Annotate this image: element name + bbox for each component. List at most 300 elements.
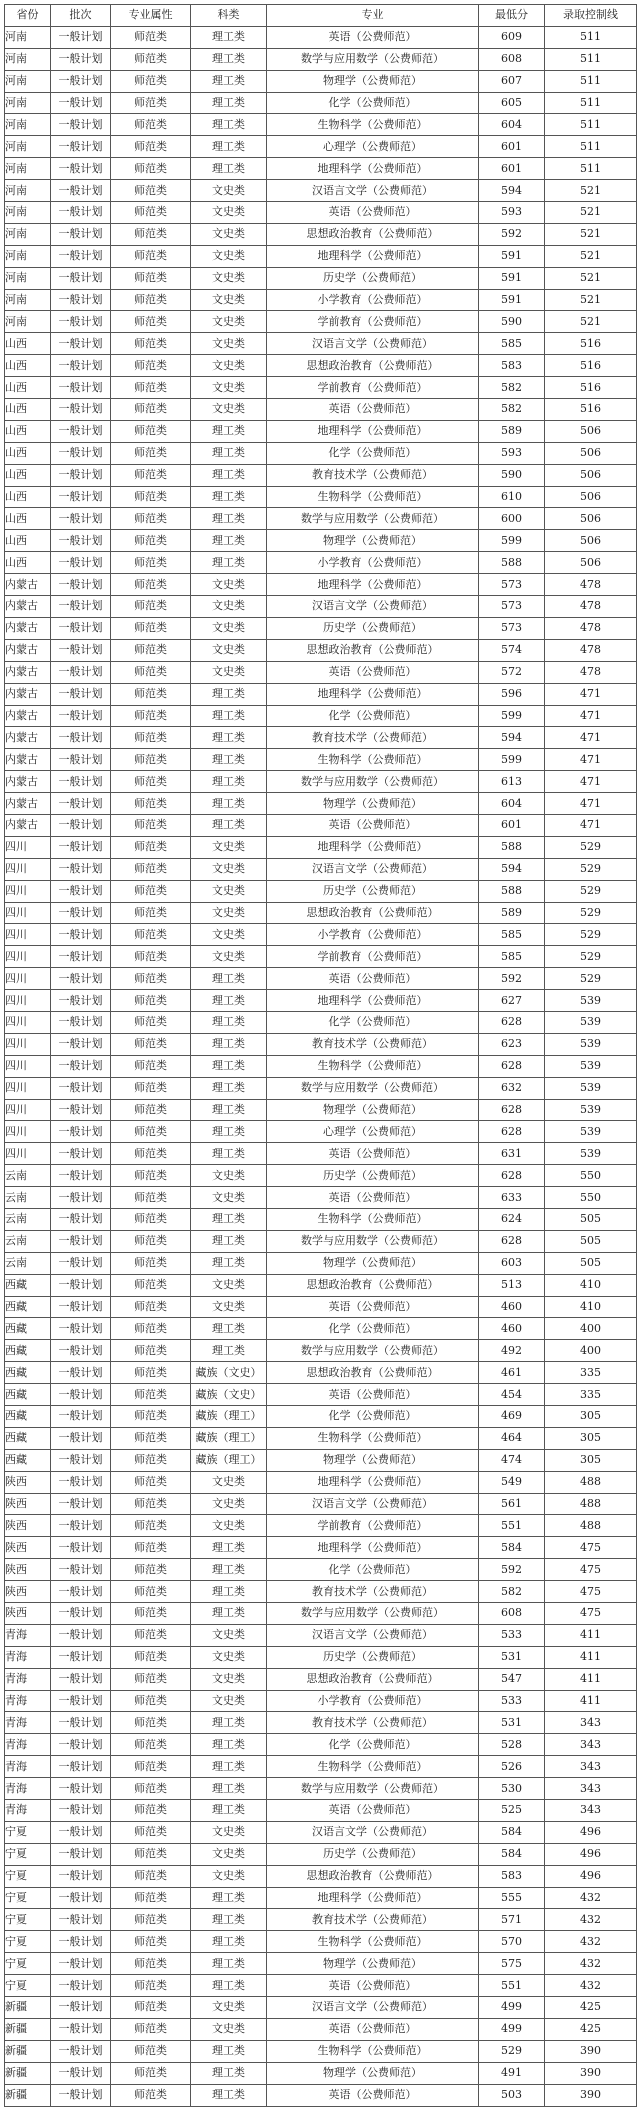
min-score-cell: 533 (479, 1690, 545, 1712)
min-score-cell: 624 (479, 1208, 545, 1230)
major-cell: 思想政治教育（公费师范） (267, 1274, 479, 1296)
table-row (5, 1690, 637, 1712)
major-attribute-cell: 师范类 (111, 1143, 191, 1165)
major-cell: 思想政治教育（公费师范） (267, 1362, 479, 1384)
batch-cell: 一般计划 (51, 990, 111, 1012)
control-line-cell: 496 (545, 1865, 637, 1887)
min-score-cell: 525 (479, 1800, 545, 1822)
min-score-cell: 570 (479, 1931, 545, 1953)
table-row (5, 508, 637, 530)
control-line-cell: 521 (545, 267, 637, 289)
province-cell: 西藏 (5, 1318, 51, 1340)
table-row (5, 530, 637, 552)
major-attribute-cell: 师范类 (111, 1843, 191, 1865)
table-row (5, 1559, 637, 1581)
table-row (5, 1843, 637, 1865)
major-attribute-cell: 师范类 (111, 793, 191, 815)
major-cell: 思想政治教育（公费师范） (267, 902, 479, 924)
table-row (5, 1756, 637, 1778)
control-line-cell: 529 (545, 880, 637, 902)
major-attribute-cell: 师范类 (111, 968, 191, 990)
control-line-cell: 516 (545, 377, 637, 399)
major-attribute-cell: 师范类 (111, 486, 191, 508)
table-row (5, 202, 637, 224)
subject-category-cell: 藏族（文史） (191, 1362, 267, 1384)
min-score-cell: 588 (479, 880, 545, 902)
major-cell: 地理科学（公费师范） (267, 245, 479, 267)
batch-cell: 一般计划 (51, 1537, 111, 1559)
subject-category-cell: 理工类 (191, 990, 267, 1012)
major-attribute-cell: 师范类 (111, 1821, 191, 1843)
control-line-cell: 478 (545, 661, 637, 683)
province-cell: 新疆 (5, 1997, 51, 2019)
min-score-cell: 593 (479, 202, 545, 224)
subject-category-cell: 理工类 (191, 1537, 267, 1559)
major-attribute-cell: 师范类 (111, 355, 191, 377)
control-line-cell: 539 (545, 990, 637, 1012)
table-row (5, 574, 637, 596)
batch-cell: 一般计划 (51, 924, 111, 946)
min-score-cell: 628 (479, 1099, 545, 1121)
subject-category-cell: 理工类 (191, 1800, 267, 1822)
province-cell: 河南 (5, 92, 51, 114)
major-cell: 英语（公费师范） (267, 1296, 479, 1318)
min-score-cell: 551 (479, 1975, 545, 1997)
control-line-cell: 521 (545, 245, 637, 267)
major-attribute-cell: 师范类 (111, 420, 191, 442)
province-cell: 河南 (5, 26, 51, 48)
control-line-cell: 478 (545, 596, 637, 618)
province-cell: 青海 (5, 1734, 51, 1756)
major-cell: 思想政治教育（公费师范） (267, 1865, 479, 1887)
province-cell: 山西 (5, 399, 51, 421)
min-score-cell: 492 (479, 1340, 545, 1362)
table-row (5, 1887, 637, 1909)
major-cell: 学前教育（公费师范） (267, 377, 479, 399)
table-row (5, 420, 637, 442)
major-attribute-cell: 师范类 (111, 1778, 191, 1800)
batch-cell: 一般计划 (51, 1318, 111, 1340)
major-cell: 物理学（公费师范） (267, 530, 479, 552)
min-score-cell: 604 (479, 793, 545, 815)
batch-cell: 一般计划 (51, 1712, 111, 1734)
subject-category-cell: 理工类 (191, 1230, 267, 1252)
min-score-cell: 561 (479, 1493, 545, 1515)
major-cell: 地理科学（公费师范） (267, 420, 479, 442)
major-attribute-cell: 师范类 (111, 70, 191, 92)
major-cell: 数学与应用数学（公费师范） (267, 771, 479, 793)
table-row (5, 1997, 637, 2019)
control-line-cell: 521 (545, 289, 637, 311)
min-score-cell: 633 (479, 1187, 545, 1209)
province-cell: 新疆 (5, 2018, 51, 2040)
min-score-cell: 499 (479, 1997, 545, 2019)
major-attribute-cell: 师范类 (111, 727, 191, 749)
table-row (5, 2062, 637, 2084)
subject-category-cell: 文史类 (191, 377, 267, 399)
min-score-cell: 599 (479, 749, 545, 771)
batch-cell: 一般计划 (51, 464, 111, 486)
province-cell: 四川 (5, 946, 51, 968)
batch-cell: 一般计划 (51, 968, 111, 990)
min-score-cell: 469 (479, 1406, 545, 1428)
table-row (5, 749, 637, 771)
major-cell: 教育技术学（公费师范） (267, 1033, 479, 1055)
major-cell: 物理学（公费师范） (267, 1252, 479, 1274)
subject-category-cell: 文史类 (191, 1690, 267, 1712)
table-row (5, 771, 637, 793)
control-line-cell: 432 (545, 1931, 637, 1953)
major-attribute-cell: 师范类 (111, 749, 191, 771)
control-line-cell: 343 (545, 1712, 637, 1734)
major-cell: 英语（公费师范） (267, 2084, 479, 2106)
major-attribute-cell: 师范类 (111, 136, 191, 158)
control-line-cell: 475 (545, 1581, 637, 1603)
control-line-cell: 425 (545, 2018, 637, 2040)
control-line-cell: 516 (545, 355, 637, 377)
province-cell: 宁夏 (5, 1821, 51, 1843)
control-line-cell: 478 (545, 617, 637, 639)
batch-cell: 一般计划 (51, 858, 111, 880)
batch-cell: 一般计划 (51, 2018, 111, 2040)
province-cell: 河南 (5, 70, 51, 92)
table-row (5, 333, 637, 355)
subject-category-cell: 理工类 (191, 158, 267, 180)
major-cell: 英语（公费师范） (267, 26, 479, 48)
control-line-cell: 425 (545, 1997, 637, 2019)
batch-cell: 一般计划 (51, 1603, 111, 1625)
control-line-cell: 432 (545, 1909, 637, 1931)
subject-category-cell: 理工类 (191, 1252, 267, 1274)
major-cell: 生物科学（公费师范） (267, 2040, 479, 2062)
batch-cell: 一般计划 (51, 880, 111, 902)
control-line-cell: 432 (545, 1975, 637, 1997)
control-line-cell: 478 (545, 639, 637, 661)
major-attribute-cell: 师范类 (111, 1033, 191, 1055)
major-attribute-cell: 师范类 (111, 202, 191, 224)
min-score-cell: 632 (479, 1077, 545, 1099)
major-attribute-cell: 师范类 (111, 114, 191, 136)
min-score-cell: 609 (479, 26, 545, 48)
subject-category-cell: 文史类 (191, 1165, 267, 1187)
major-cell: 数学与应用数学（公费师范） (267, 1077, 479, 1099)
table-row (5, 1384, 637, 1406)
batch-cell: 一般计划 (51, 1208, 111, 1230)
major-attribute-cell: 师范类 (111, 771, 191, 793)
min-score-cell: 491 (479, 2062, 545, 2084)
min-score-cell: 628 (479, 1055, 545, 1077)
major-cell: 地理科学（公费师范） (267, 836, 479, 858)
major-cell: 思想政治教育（公费师范） (267, 1668, 479, 1690)
major-attribute-cell: 师范类 (111, 1274, 191, 1296)
subject-category-cell: 文史类 (191, 202, 267, 224)
province-cell: 河南 (5, 48, 51, 70)
province-cell: 宁夏 (5, 1931, 51, 1953)
subject-category-cell: 文史类 (191, 1865, 267, 1887)
subject-category-cell: 文史类 (191, 1646, 267, 1668)
admission-score-sheet (4, 4, 636, 2107)
province-cell: 四川 (5, 836, 51, 858)
major-cell: 生物科学（公费师范） (267, 1427, 479, 1449)
major-cell: 物理学（公费师范） (267, 2062, 479, 2084)
table-row (5, 1449, 637, 1471)
control-line-cell: 471 (545, 705, 637, 727)
control-line-cell: 343 (545, 1756, 637, 1778)
major-cell: 数学与应用数学（公费师范） (267, 1603, 479, 1625)
min-score-cell: 607 (479, 70, 545, 92)
min-score-cell: 585 (479, 924, 545, 946)
major-cell: 学前教育（公费师范） (267, 1515, 479, 1537)
major-attribute-cell: 师范类 (111, 1493, 191, 1515)
province-cell: 四川 (5, 968, 51, 990)
province-cell: 西藏 (5, 1406, 51, 1428)
province-cell: 陕西 (5, 1537, 51, 1559)
subject-category-cell: 理工类 (191, 1340, 267, 1362)
control-line-cell: 539 (545, 1099, 637, 1121)
province-cell: 青海 (5, 1690, 51, 1712)
major-cell: 思想政治教育（公费师范） (267, 355, 479, 377)
table-row (5, 1274, 637, 1296)
header-major: 专业 (267, 5, 479, 27)
control-line-cell: 400 (545, 1340, 637, 1362)
control-line-cell: 506 (545, 530, 637, 552)
control-line-cell: 529 (545, 858, 637, 880)
batch-cell: 一般计划 (51, 1449, 111, 1471)
table-row (5, 880, 637, 902)
control-line-cell: 506 (545, 442, 637, 464)
subject-category-cell: 理工类 (191, 552, 267, 574)
subject-category-cell: 藏族（理工） (191, 1427, 267, 1449)
major-attribute-cell: 师范类 (111, 1690, 191, 1712)
batch-cell: 一般计划 (51, 1778, 111, 1800)
min-score-cell: 613 (479, 771, 545, 793)
batch-cell: 一般计划 (51, 245, 111, 267)
table-row (5, 1909, 637, 1931)
major-attribute-cell: 师范类 (111, 1515, 191, 1537)
min-score-cell: 551 (479, 1515, 545, 1537)
batch-cell: 一般计划 (51, 1471, 111, 1493)
control-line-cell: 335 (545, 1384, 637, 1406)
major-attribute-cell: 师范类 (111, 683, 191, 705)
major-attribute-cell: 师范类 (111, 1121, 191, 1143)
major-attribute-cell: 师范类 (111, 289, 191, 311)
subject-category-cell: 文史类 (191, 355, 267, 377)
table-row (5, 1230, 637, 1252)
major-attribute-cell: 师范类 (111, 311, 191, 333)
major-attribute-cell: 师范类 (111, 1559, 191, 1581)
major-cell: 心理学（公费师范） (267, 1121, 479, 1143)
major-attribute-cell: 师范类 (111, 1252, 191, 1274)
major-cell: 生物科学（公费师范） (267, 486, 479, 508)
min-score-cell: 582 (479, 1581, 545, 1603)
control-line-cell: 521 (545, 223, 637, 245)
major-attribute-cell: 师范类 (111, 552, 191, 574)
province-cell: 四川 (5, 902, 51, 924)
control-line-cell: 471 (545, 727, 637, 749)
table-row (5, 1011, 637, 1033)
province-cell: 四川 (5, 1055, 51, 1077)
batch-cell: 一般计划 (51, 1384, 111, 1406)
table-row (5, 639, 637, 661)
batch-cell: 一般计划 (51, 2084, 111, 2106)
batch-cell: 一般计划 (51, 1515, 111, 1537)
province-cell: 山西 (5, 377, 51, 399)
min-score-cell: 588 (479, 836, 545, 858)
min-score-cell: 584 (479, 1843, 545, 1865)
table-row (5, 1493, 637, 1515)
min-score-cell: 584 (479, 1537, 545, 1559)
subject-category-cell: 理工类 (191, 1603, 267, 1625)
province-cell: 陕西 (5, 1471, 51, 1493)
major-cell: 汉语言文学（公费师范） (267, 1624, 479, 1646)
subject-category-cell: 理工类 (191, 1909, 267, 1931)
batch-cell: 一般计划 (51, 70, 111, 92)
province-cell: 西藏 (5, 1296, 51, 1318)
province-cell: 陕西 (5, 1493, 51, 1515)
subject-category-cell: 理工类 (191, 1121, 267, 1143)
control-line-cell: 411 (545, 1624, 637, 1646)
table-row (5, 311, 637, 333)
control-line-cell: 539 (545, 1143, 637, 1165)
major-attribute-cell: 师范类 (111, 180, 191, 202)
major-cell: 数学与应用数学（公费师范） (267, 1778, 479, 1800)
major-attribute-cell: 师范类 (111, 1712, 191, 1734)
control-line-cell: 335 (545, 1362, 637, 1384)
major-cell: 生物科学（公费师范） (267, 749, 479, 771)
province-cell: 山西 (5, 486, 51, 508)
province-cell: 四川 (5, 1099, 51, 1121)
major-attribute-cell: 师范类 (111, 1230, 191, 1252)
major-cell: 教育技术学（公费师范） (267, 1909, 479, 1931)
major-cell: 物理学（公费师范） (267, 1099, 479, 1121)
batch-cell: 一般计划 (51, 267, 111, 289)
batch-cell: 一般计划 (51, 1406, 111, 1428)
table-row (5, 2084, 637, 2106)
min-score-cell: 599 (479, 705, 545, 727)
province-cell: 四川 (5, 990, 51, 1012)
min-score-cell: 573 (479, 617, 545, 639)
major-attribute-cell: 师范类 (111, 333, 191, 355)
major-attribute-cell: 师范类 (111, 2062, 191, 2084)
table-row (5, 1165, 637, 1187)
control-line-cell: 511 (545, 70, 637, 92)
batch-cell: 一般计划 (51, 1887, 111, 1909)
major-attribute-cell: 师范类 (111, 1887, 191, 1909)
subject-category-cell: 文史类 (191, 924, 267, 946)
control-line-cell: 305 (545, 1427, 637, 1449)
batch-cell: 一般计划 (51, 836, 111, 858)
table-row (5, 180, 637, 202)
batch-cell: 一般计划 (51, 749, 111, 771)
subject-category-cell: 理工类 (191, 442, 267, 464)
province-cell: 四川 (5, 1121, 51, 1143)
table-row (5, 1953, 637, 1975)
province-cell: 河南 (5, 223, 51, 245)
subject-category-cell: 文史类 (191, 311, 267, 333)
province-cell: 内蒙古 (5, 705, 51, 727)
batch-cell: 一般计划 (51, 1493, 111, 1515)
major-attribute-cell: 师范类 (111, 1099, 191, 1121)
province-cell: 青海 (5, 1624, 51, 1646)
batch-cell: 一般计划 (51, 574, 111, 596)
subject-category-cell: 理工类 (191, 1077, 267, 1099)
subject-category-cell: 文史类 (191, 858, 267, 880)
batch-cell: 一般计划 (51, 486, 111, 508)
table-row (5, 48, 637, 70)
table-row (5, 1821, 637, 1843)
major-attribute-cell: 师范类 (111, 574, 191, 596)
min-score-cell: 533 (479, 1624, 545, 1646)
subject-category-cell: 理工类 (191, 1887, 267, 1909)
major-attribute-cell: 师范类 (111, 1471, 191, 1493)
control-line-cell: 471 (545, 771, 637, 793)
min-score-cell: 585 (479, 946, 545, 968)
control-line-cell: 471 (545, 683, 637, 705)
batch-cell: 一般计划 (51, 793, 111, 815)
batch-cell: 一般计划 (51, 1997, 111, 2019)
table-row (5, 1208, 637, 1230)
min-score-cell: 583 (479, 355, 545, 377)
batch-cell: 一般计划 (51, 1143, 111, 1165)
min-score-cell: 592 (479, 968, 545, 990)
major-cell: 地理科学（公费师范） (267, 683, 479, 705)
subject-category-cell: 文史类 (191, 399, 267, 421)
min-score-cell: 600 (479, 508, 545, 530)
major-cell: 历史学（公费师范） (267, 267, 479, 289)
province-cell: 青海 (5, 1778, 51, 1800)
major-cell: 汉语言文学（公费师范） (267, 1493, 479, 1515)
batch-cell: 一般计划 (51, 114, 111, 136)
table-row (5, 990, 637, 1012)
province-cell: 青海 (5, 1646, 51, 1668)
batch-cell: 一般计划 (51, 223, 111, 245)
major-attribute-cell: 师范类 (111, 836, 191, 858)
major-cell: 历史学（公费师范） (267, 880, 479, 902)
min-score-cell: 631 (479, 1143, 545, 1165)
table-row (5, 1187, 637, 1209)
batch-cell: 一般计划 (51, 2040, 111, 2062)
province-cell: 内蒙古 (5, 793, 51, 815)
control-line-cell: 511 (545, 92, 637, 114)
control-line-cell: 411 (545, 1690, 637, 1712)
batch-cell: 一般计划 (51, 1668, 111, 1690)
control-line-cell: 505 (545, 1230, 637, 1252)
major-attribute-cell: 师范类 (111, 92, 191, 114)
batch-cell: 一般计划 (51, 530, 111, 552)
major-cell: 小学教育（公费师范） (267, 924, 479, 946)
control-line-cell: 539 (545, 1121, 637, 1143)
province-cell: 内蒙古 (5, 683, 51, 705)
major-cell: 历史学（公费师范） (267, 1843, 479, 1865)
subject-category-cell: 理工类 (191, 705, 267, 727)
batch-cell: 一般计划 (51, 202, 111, 224)
min-score-cell: 499 (479, 2018, 545, 2040)
major-cell: 生物科学（公费师范） (267, 1756, 479, 1778)
min-score-cell: 592 (479, 223, 545, 245)
admission-score-table (4, 4, 637, 2107)
major-attribute-cell: 师范类 (111, 1406, 191, 1428)
major-cell: 英语（公费师范） (267, 661, 479, 683)
table-row (5, 1143, 637, 1165)
batch-cell: 一般计划 (51, 1165, 111, 1187)
major-attribute-cell: 师范类 (111, 48, 191, 70)
province-cell: 四川 (5, 1143, 51, 1165)
major-attribute-cell: 师范类 (111, 1800, 191, 1822)
major-cell: 思想政治教育（公费师范） (267, 639, 479, 661)
table-row (5, 902, 637, 924)
province-cell: 青海 (5, 1668, 51, 1690)
major-cell: 汉语言文学（公费师范） (267, 1997, 479, 2019)
